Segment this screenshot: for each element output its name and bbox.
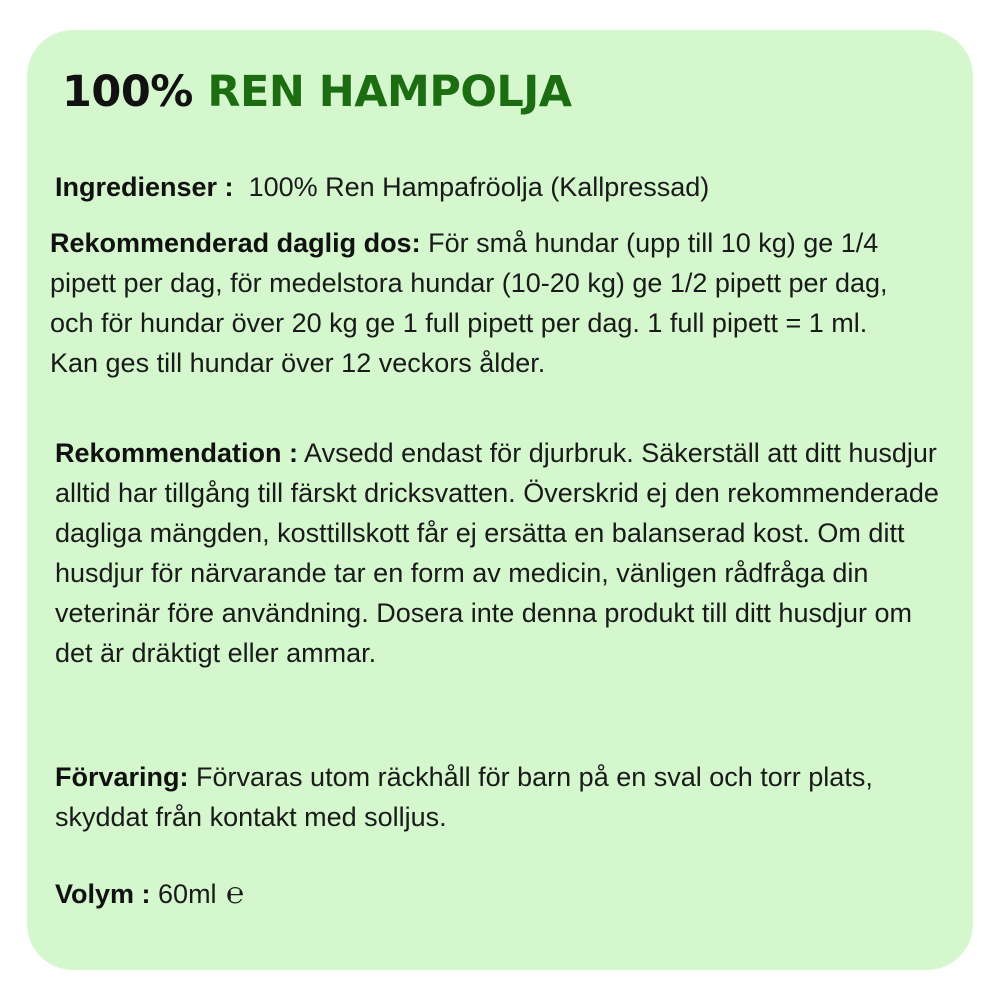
title-product-name: REN HAMPOLJA <box>207 67 572 117</box>
ingredients-section <box>55 167 955 207</box>
ingredients-label: Ingredienser : <box>55 172 234 202</box>
ingredients-text: 100% Ren Hampafröolja (Kallpressad) <box>248 172 710 202</box>
recommendation-section <box>55 433 945 673</box>
volume-text: 60ml <box>158 879 217 909</box>
recommendation-text: Avsedd endast för djurbruk. Säkerställ att ditt husdjur alltid har tillgång till färskt dricksvatten. Överskrid ej den rekommenderade dagliga mängden, kosttillskott får ej ersätta en balanserad kost. Om ditt husdjur för närvarande tar en form av medicin, vänligen rådfråga din veterinär före användning. Dosera inte denna produkt till ditt husdjur om det är dräktigt eller ammar. <box>55 438 939 668</box>
volume-section <box>55 874 655 914</box>
recommendation-label: Rekommendation : <box>55 438 299 468</box>
page-title <box>62 66 572 118</box>
volume-label: Volym : <box>55 879 151 909</box>
estimated-sign-icon: ℮ <box>226 876 245 911</box>
dosage-section <box>50 223 910 383</box>
dosage-label: Rekommenderad daglig dos: <box>50 228 421 258</box>
dosage-text: För små hundar (upp till 10 kg) ge 1/4 pipett per dag, för medelstora hundar (10-20 kg) ge 1/2 pipett per dag, och för hundar över 20 kg ge 1 full pipett per dag. 1 full pipett = 1 ml. Kan ges till hundar över 12 veckors ålder. <box>50 228 888 378</box>
storage-text: Förvaras utom räckhåll för barn på en sval och torr plats, skyddat från kontakt med solljus. <box>55 762 873 832</box>
storage-label: Förvaring: <box>55 762 189 792</box>
title-percent: 100% <box>62 67 193 117</box>
storage-section <box>55 757 915 837</box>
